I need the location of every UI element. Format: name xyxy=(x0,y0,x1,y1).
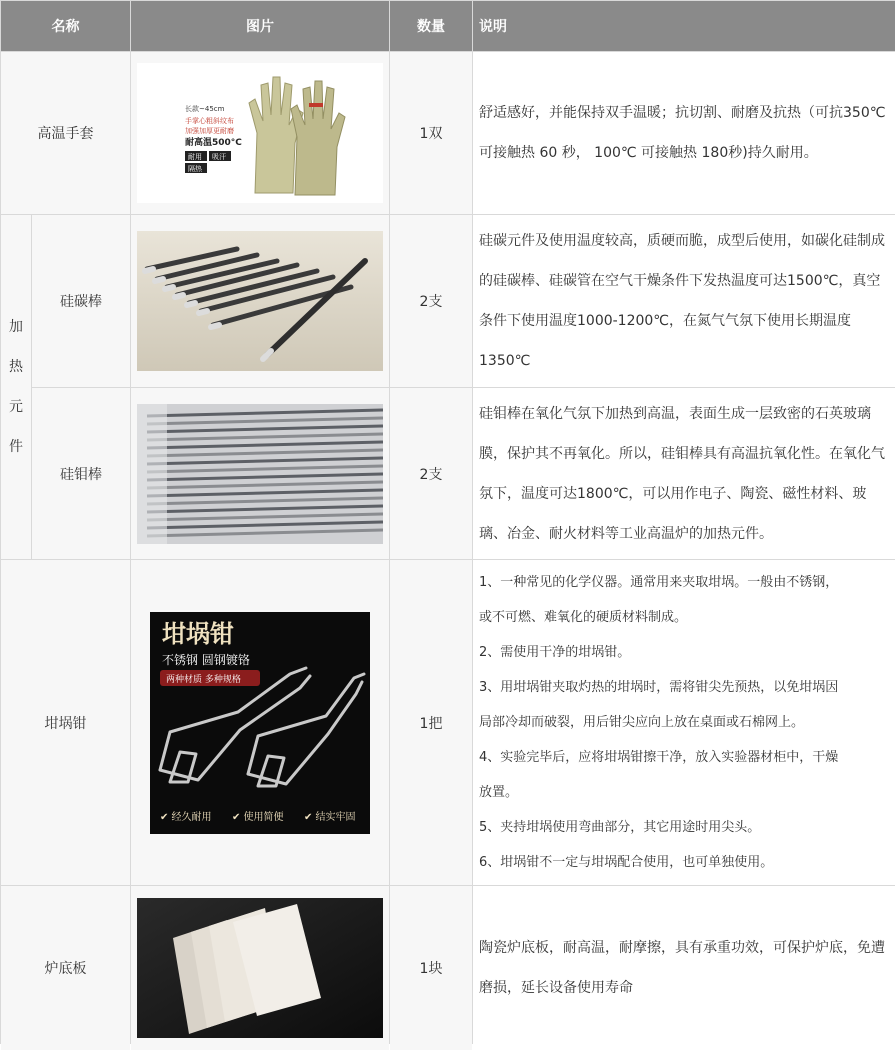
tongs-desc-line: 6、坩埚钳不一定与坩埚配合使用，也可单独使用。 xyxy=(479,855,774,870)
svg-text:✔ 使用简便: ✔ 使用简便 xyxy=(232,811,284,823)
tongs-image xyxy=(131,560,389,885)
heating-element-group-label xyxy=(1,215,31,559)
tongs-picture xyxy=(150,612,370,834)
header-image: 图片 xyxy=(131,1,389,51)
group-char-4: 件 xyxy=(9,439,23,455)
svg-text:坩埚钳: 坩埚钳 xyxy=(162,619,234,648)
group-char-1: 加 xyxy=(9,319,23,335)
plate-image xyxy=(131,886,389,1050)
plate-desc-text: 陶瓷炉底板，耐高温，耐摩擦，具有承重功效，可保护炉底，免遭磨损，延长设备使用寿命 xyxy=(479,940,885,996)
sic-rod-picture xyxy=(137,231,383,371)
row-gloves-name: 高温手套 xyxy=(1,52,130,214)
svg-text:不锈钢 圆钢镀铬: 不锈钢 圆钢镀铬 xyxy=(162,652,250,667)
row-gloves-desc xyxy=(473,52,895,214)
svg-text:隔热: 隔热 xyxy=(188,165,202,173)
header-name: 名称 xyxy=(1,1,130,51)
row-plate-name: 炉底板 xyxy=(1,886,130,1050)
plate-picture xyxy=(137,898,383,1038)
sic-desc-text: 硅碳元件及使用温度较高，质硬而脆，成型后使用，如碳化硅制成的硅碳棒、硅碳管在空气干燥条件下发热温度可达1500℃，真空条件下使用温度1000-1200℃，在氮气气氛下使用长期温度1350℃ xyxy=(479,233,885,369)
row-mosi-name: 硅钼棒 xyxy=(32,388,130,559)
header-qty: 数量 xyxy=(390,1,472,51)
mosi-desc-text: 硅钼棒在氧化气氛下加热到高温，表面生成一层致密的石英玻璃膜，保护其不再氧化。所以，硅钼棒具有高温抗氧化性。在氧化气氛下，温度可达1800℃，可以用作电子、陶瓷、磁性材料、玻璃、冶金、耐火材料等工业高温炉的加热元件。 xyxy=(479,405,885,542)
svg-text:✔ 结实牢固: ✔ 结实牢固 xyxy=(304,811,356,823)
row-tongs-name: 坩埚钳 xyxy=(1,560,130,885)
row-plate-desc xyxy=(473,886,895,1050)
svg-text:耐高温500°C: 耐高温500°C xyxy=(185,138,242,148)
row-plate-qty: 1块 xyxy=(390,886,472,1050)
gloves-image xyxy=(131,52,389,214)
svg-text:长款~45cm: 长款~45cm xyxy=(185,105,225,113)
tongs-desc-line: 或不可燃、难氧化的硬质材料制成。 xyxy=(479,610,688,625)
row-gloves-qty: 1双 xyxy=(390,52,472,214)
tongs-desc-line: 3、用坩埚钳夹取灼热的坩埚时，需将钳尖先预热，以免坩埚因 xyxy=(479,680,839,695)
svg-text:耐用: 耐用 xyxy=(188,153,202,161)
row-tongs-desc xyxy=(473,560,895,885)
row-mosi-qty: 2支 xyxy=(390,388,472,559)
row-sic-name: 硅碳棒 xyxy=(32,215,130,387)
mosi-rod-picture xyxy=(137,404,383,544)
row-sic-qty: 2支 xyxy=(390,215,472,387)
row-tongs-qty: 1把 xyxy=(390,560,472,885)
tongs-desc-line: 1、一种常见的化学仪器。通常用来夹取坩埚。一般由不锈钢， xyxy=(479,575,839,590)
tongs-desc-line: 放置。 xyxy=(479,785,519,800)
group-char-3: 元 xyxy=(9,399,23,415)
svg-text:手掌心粗斜纹布: 手掌心粗斜纹布 xyxy=(185,117,234,125)
svg-text:✔ 经久耐用: ✔ 经久耐用 xyxy=(160,811,212,823)
row-mosi-desc xyxy=(473,388,895,559)
sic-rod-image xyxy=(131,215,389,387)
svg-text:两种材质 多种规格: 两种材质 多种规格 xyxy=(166,674,241,685)
tongs-desc-line: 4、实验完毕后，应将坩埚钳擦干净，放入实验器材柜中，干燥 xyxy=(479,750,839,765)
tongs-desc-line: 5、夹持坩埚使用弯曲部分，其它用途时用尖头。 xyxy=(479,820,761,835)
gloves-desc-text: 舒适感好，并能保持双手温暖；抗切割、耐磨及抗热（可抗350℃ 可接触热 60 秒， 100℃ 可接触热 180秒)持久耐用。 xyxy=(479,105,886,161)
mosi-rod-image xyxy=(131,388,389,559)
group-char-2: 热 xyxy=(9,359,23,375)
svg-text:加强加厚更耐磨: 加强加厚更耐磨 xyxy=(185,127,234,135)
svg-text:吸汗: 吸汗 xyxy=(212,153,226,161)
row-sic-desc xyxy=(473,215,895,387)
gloves-picture xyxy=(137,63,383,203)
tongs-desc-line: 2、需使用干净的坩埚钳。 xyxy=(479,645,631,660)
tongs-desc-line: 局部冷却而破裂，用后钳尖应向上放在桌面或石棉网上。 xyxy=(479,715,805,730)
header-desc: 说明 xyxy=(473,1,895,51)
